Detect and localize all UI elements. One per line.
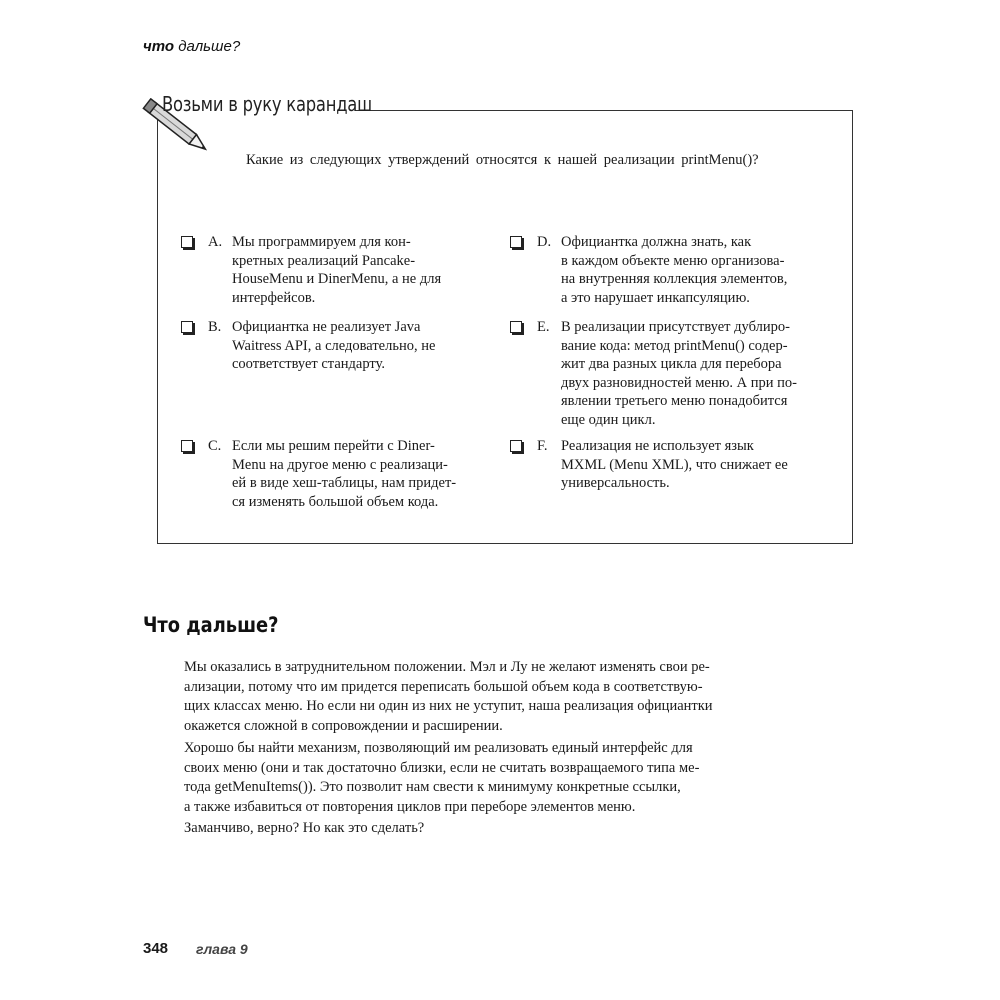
option-letter: E. [537, 319, 550, 335]
option-text: Реализация не использует язык MXML (Menu XML), что снижает ее универсальность. [561, 438, 788, 491]
checkbox-icon[interactable] [181, 321, 193, 333]
option-letter: F. [537, 438, 548, 454]
running-head-rest: дальше? [174, 38, 241, 55]
running-head [143, 38, 240, 55]
option-text: Мы программируем для кон- кретных реализаций Pancake- HouseMenu и DinerMenu, а не для интерфейсов. [232, 234, 442, 306]
option-text: В реализации присутствует дублиро- вание кода: метод printMenu() содер- жит два разных цикла для перебора двух разновидностей меню. А при по- явлении третьего меню понадобится еще один цикл. [561, 319, 798, 428]
option-letter: A. [208, 234, 223, 250]
section-heading: Что дальше? [143, 613, 279, 637]
option-letter: B. [208, 319, 222, 335]
exercise-title: Возьми в руку карандаш [162, 92, 372, 116]
checkbox-icon[interactable] [510, 236, 522, 248]
paragraph-2: Хорошо бы найти механизм, позволяющий им реализовать единый интерфейс для своих меню (они и так достаточно близки, если не считать возвращаемого типа ме- тода getMenuItems()). Это позволит нам свести к минимуму конкретные ссылки, а также избавиться от повторения циклов при переборе элементов меню. [184, 740, 700, 815]
option-letter: C. [208, 438, 222, 454]
exercise-question: Какие из следующих утверждений относятся к нашей реализации printMenu()? [246, 152, 759, 168]
page-number: 348 [143, 940, 169, 957]
option-text: Официантка не реализует Java Waitress API, а следовательно, не соответствует стандарту. [232, 319, 436, 372]
checkbox-icon[interactable] [510, 321, 522, 333]
exercise-box-top-border [355, 110, 853, 111]
option-text: Если мы решим перейти с Diner- Menu на другое меню с реализаци- ей в виде хеш-таблицы, нам придет- ся изменять большой объем кода. [232, 438, 457, 510]
paragraph-1: Мы оказались в затруднительном положении. Мэл и Лу не желают изменять свои ре- ализации, потому что им придется переписать большой объем кода в соответствую- щих классах меню. Но если ни один из них не уступит, наша реализация официантки окажется сложной в сопровождении и расширении. [184, 659, 713, 734]
option-text: Официантка должна знать, как в каждом объекте меню организова- на внутренняя коллекция элементов, а это нарушает инкапсуляцию. [561, 234, 788, 306]
checkbox-icon[interactable] [181, 236, 193, 248]
running-head-bold: что [143, 38, 175, 55]
chapter-label: глава 9 [196, 941, 248, 957]
checkbox-icon[interactable] [510, 440, 522, 452]
paragraph-3: Заманчиво, верно? Но как это сделать? [184, 820, 425, 836]
checkbox-icon[interactable] [181, 440, 193, 452]
option-letter: D. [537, 234, 552, 250]
